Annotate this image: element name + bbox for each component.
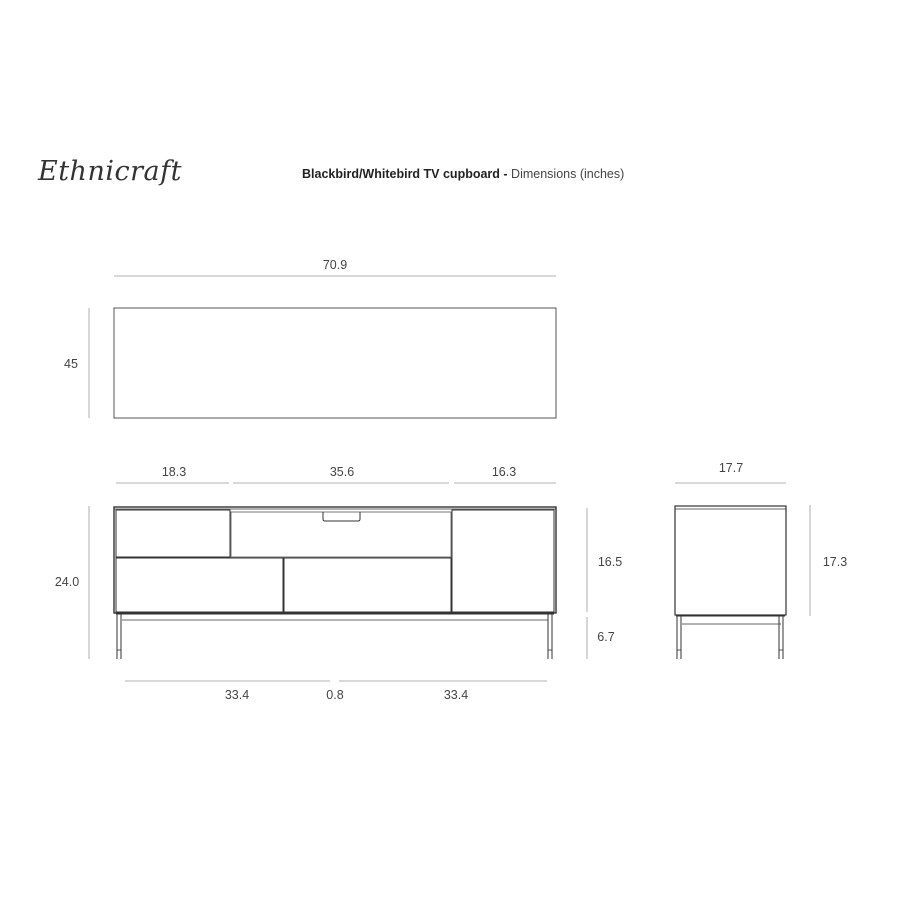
label-leg-center-gap: 0.8 [326, 688, 344, 702]
label-front-leg-height: 6.7 [597, 630, 615, 644]
label-front-body-height: 16.5 [597, 555, 623, 569]
drawer-handle-cutout [323, 512, 360, 521]
front-door-middle [284, 558, 451, 612]
label-front-middle: 35.6 [329, 465, 355, 479]
side-view [675, 506, 786, 659]
label-front-right: 16.3 [491, 465, 517, 479]
front-body-outline [114, 507, 556, 613]
label-leg-span-right: 33.4 [443, 688, 469, 702]
side-body-outline [675, 506, 786, 615]
front-drawer-middle [231, 512, 451, 557]
label-front-left: 18.3 [161, 465, 187, 479]
top-view-outline [114, 308, 556, 418]
front-door-left [116, 558, 283, 612]
label-side-height: 17.3 [822, 555, 848, 569]
front-drawer-left [116, 510, 230, 557]
front-door-right [452, 510, 554, 612]
label-top-width: 70.9 [322, 258, 348, 272]
label-leg-span-left: 33.4 [224, 688, 250, 702]
brand-logo: Ethnicraft [38, 156, 182, 187]
title-bold: Blackbird/Whitebird TV cupboard - [302, 167, 508, 181]
label-top-depth: 45 [64, 357, 78, 371]
front-view [114, 507, 556, 659]
label-side-depth: 17.7 [718, 461, 744, 475]
label-front-total-height: 24.0 [54, 575, 80, 589]
title-subtitle: Dimensions (inches) [507, 167, 625, 181]
